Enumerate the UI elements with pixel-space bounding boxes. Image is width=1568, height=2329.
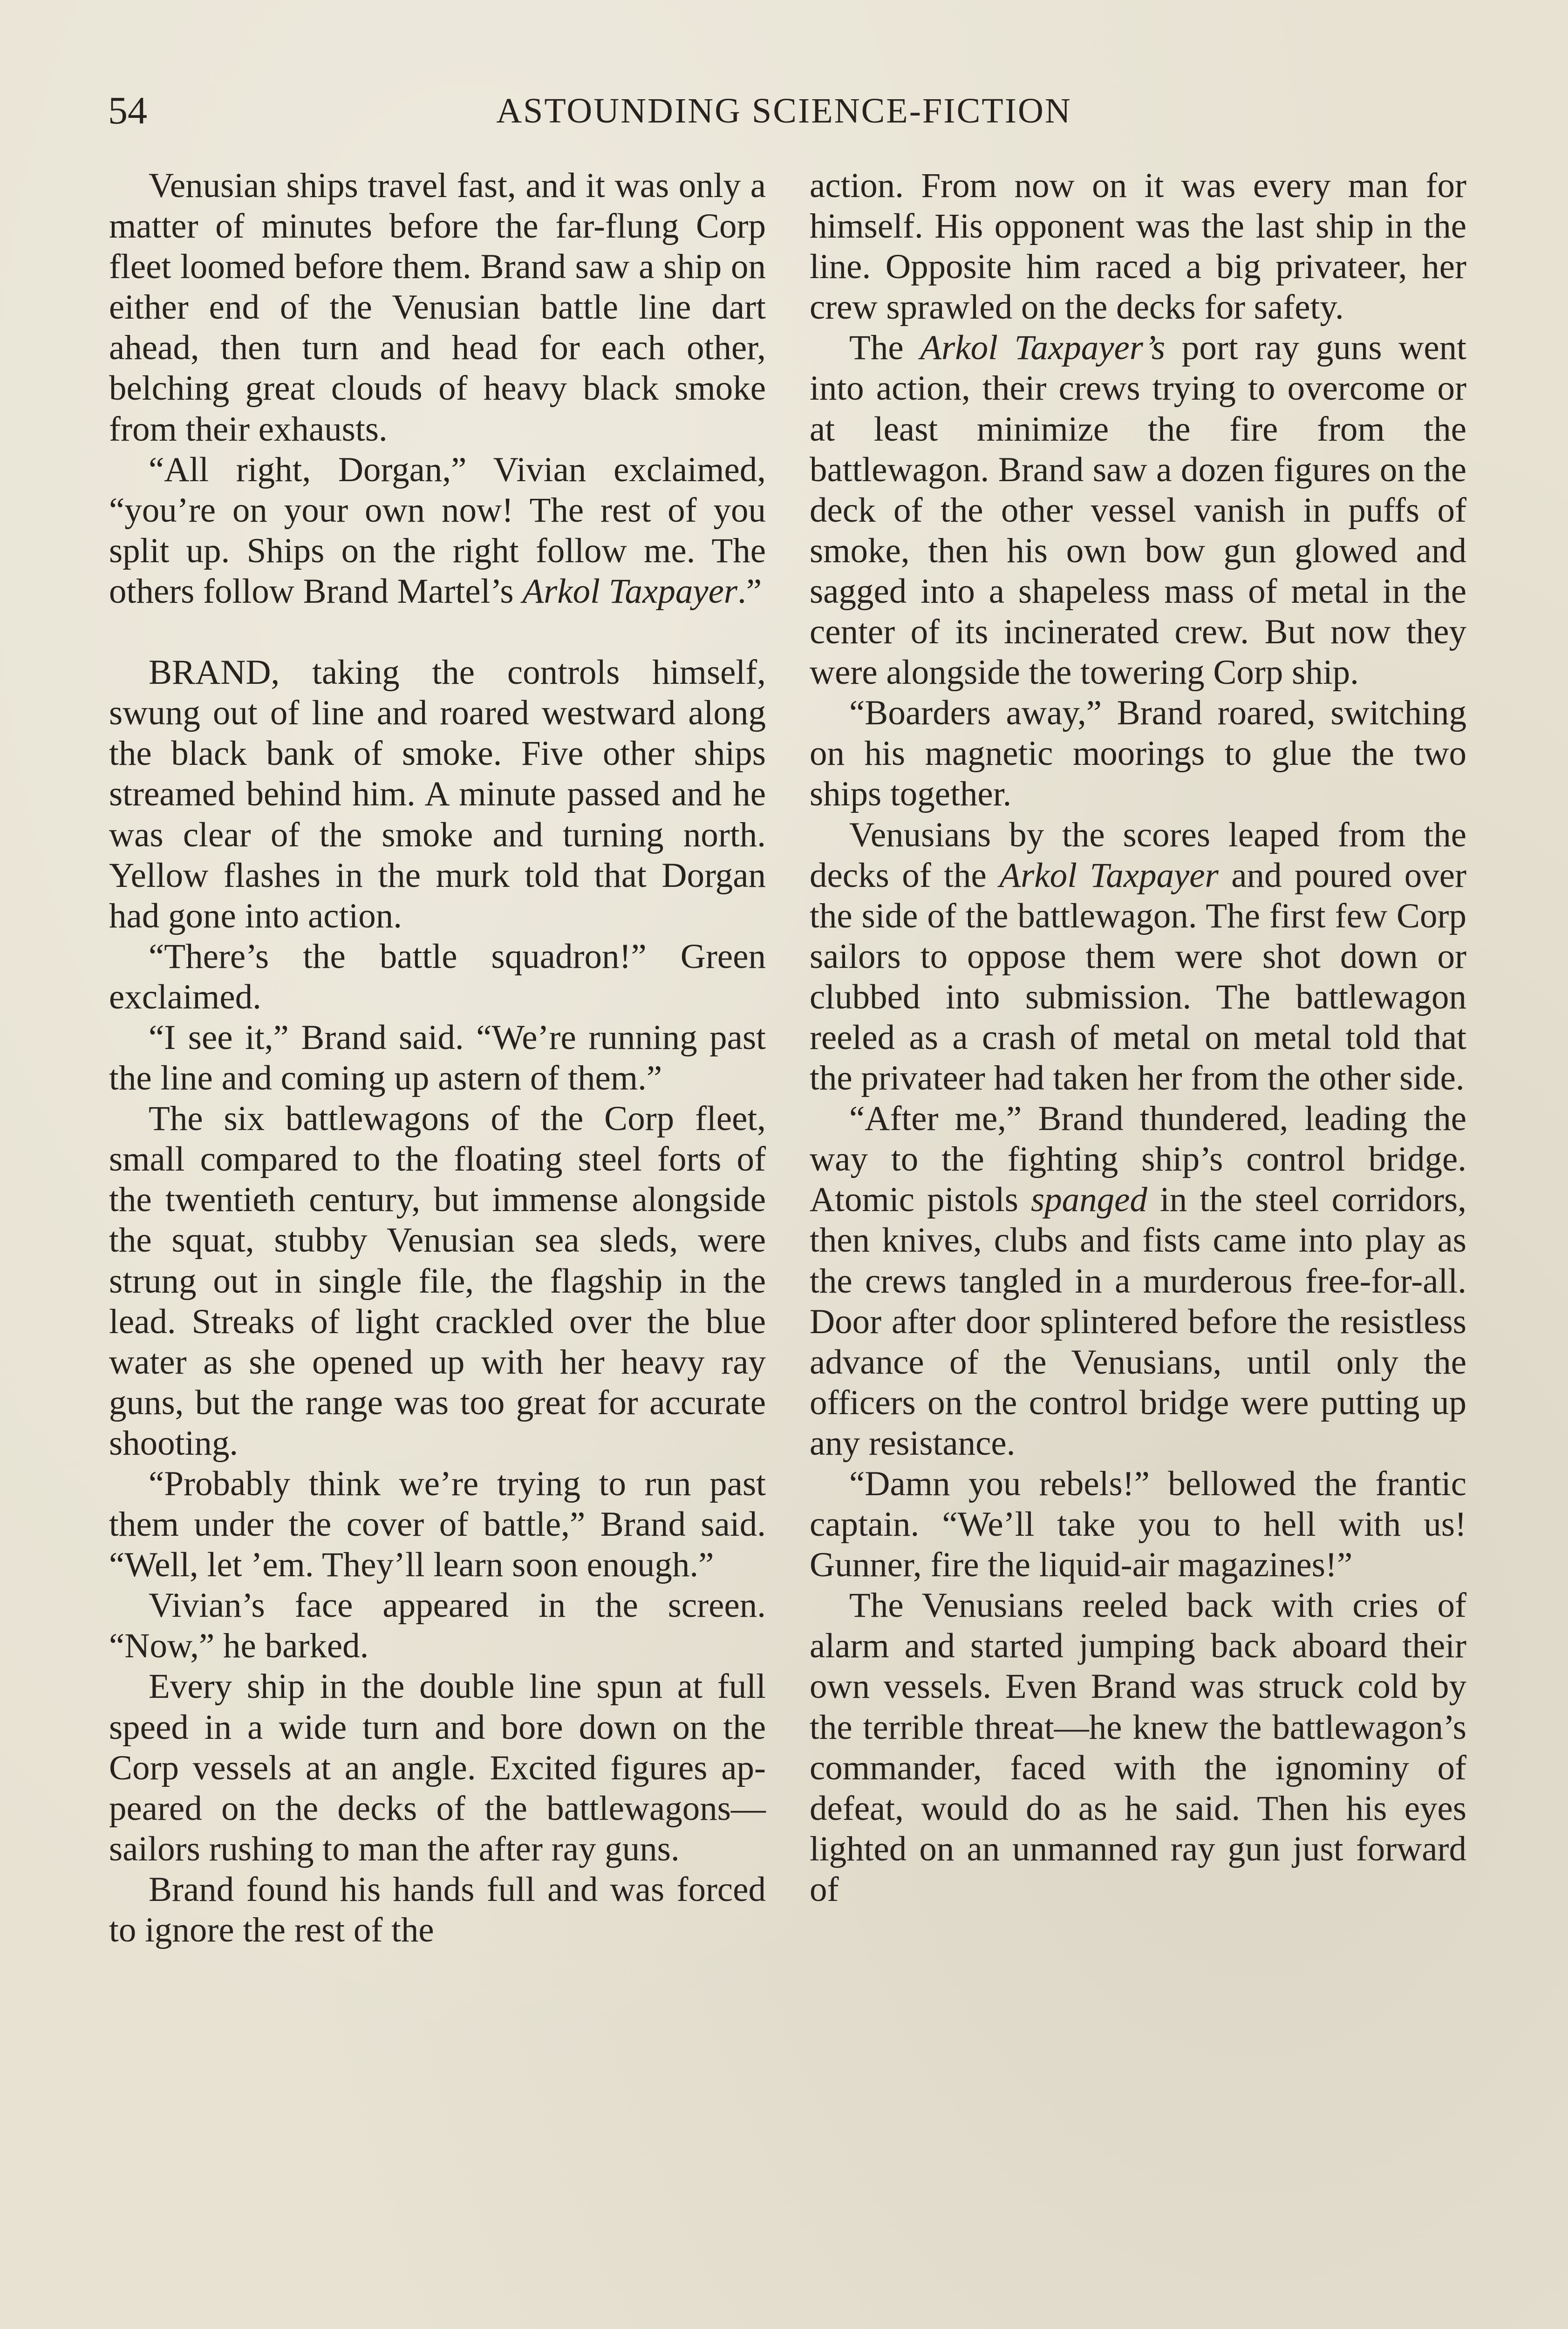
running-title: ASTOUNDING SCIENCE-FICTION — [496, 91, 1072, 130]
emphasis-word: spanged — [1030, 1180, 1147, 1219]
paragraph: “After me,” Brand thundered, leading the way to the fighting ship’s control bridge. Atomic pistols spanged in the steel corridors, then knives, clubs and fists came into play as the crews tangled in a murderous free-for-all. Door after door splintered before the resistless advance of the Venusians, until only the officers on the control bridge were putting up any resistance. — [810, 1099, 1466, 1463]
paragraph: “All right, Dorgan,” Vivian exclaimed, “you’re on your own now! The rest of you split up. Ships on the right follow me. The others follow Brand Martel’s Arkol Taxpayer.” — [109, 450, 766, 611]
ship-name: Arkol Taxpayer’s — [920, 328, 1166, 368]
paragraph: Every ship in the double line spun at full speed in a wide turn and bore down on the Corp vessels at an angle. Excited figures appeared on the decks of the battlewagons—sailors rushing to man the after ray guns. — [109, 1667, 766, 1868]
paragraph: The Arkol Taxpayer’s port ray guns went into action, their crews trying to overcome or at least minimize the fire from the battlewagon. Brand saw a dozen figures on the deck of the other vessel vanish in puffs of smoke, then his own bow gun glowed and sagged into a shapeless mass of metal in the center of its incinerated crew. But now they were alongside the towering Corp ship. — [810, 328, 1466, 692]
paragraph: “Probably think we’re trying to run past them under the cover of battle,” Brand said. “Well, let ’em. They’ll learn soon enough.” — [109, 1464, 766, 1585]
page-number: 54 — [108, 89, 147, 132]
section-break-paragraph: BRAND, taking the controls himself, swung out of line and roared westward along the black bank of smoke. Five other ships streamed behind him. A minute passed and he was clear of the smoke and turning north. Yellow flashes in the murk told that Dorgan had gone into action. — [109, 653, 766, 935]
paragraph: Venusians by the scores leaped from the decks of the Arkol Taxpayer and poured over the side of the battlewagon. The first few Corp sailors to oppose them were shot down or clubbed into submission. The battlewagon reeled as a crash of metal on metal told that the privateer had taken her from the other side. — [810, 815, 1466, 1098]
paragraph: action. From now on it was every man for himself. His opponent was the last ship in the line. Opposite him raced a big privateer, her crew sprawled on the decks for safety. — [810, 166, 1466, 327]
paragraph: “Boarders away,” Brand roared, switching on his magnetic moorings to glue the two ships together. — [810, 694, 1466, 814]
page-header — [0, 83, 1568, 139]
right-column — [810, 165, 1466, 1910]
paragraph: “There’s the battle squadron!” Green exclaimed. — [109, 937, 766, 1016]
paragraph: The six battlewagons of the Corp fleet, small compared to the floating steel forts of the twentieth century, but immense alongside the squat, stubby Venusian sea sleds, were strung out in single file, the flagship in the lead. Streaks of light crackled over the blue water as she opened up with her heavy ray guns, but the range was too great for accurate shooting. — [109, 1099, 766, 1463]
paragraph: “Damn you rebels!” bellowed the frantic captain. “We’ll take you to hell with us! Gunner, fire the liquid-air magazines!” — [810, 1464, 1466, 1585]
paragraph: Venusian ships travel fast, and it was only a matter of minutes before the far-flung Corp fleet loomed before them. Brand saw a ship on either end of the Venusian battle line dart ahead, then turn and head for each other, belching great clouds of heavy black smoke from their exhausts. — [109, 166, 766, 449]
paragraph: “I see it,” Brand said. “We’re running past the line and coming up astern of them.” — [109, 1018, 766, 1098]
ship-name: Arkol Taxpayer — [999, 856, 1219, 895]
paragraph: Vivian’s face appeared in the screen. “Now,” he barked. — [109, 1586, 766, 1666]
paragraph: Brand found his hands full and was forced to ignore the rest of the — [109, 1870, 766, 1950]
ship-name: Arkol Taxpayer — [522, 572, 738, 611]
left-column — [109, 165, 766, 1950]
paragraph: The Venusians reeled back with cries of alarm and started jumping back aboard their own vessels. Even Brand was struck cold by the terrible threat—he knew the battlewagon’s commander, faced with the ignominy of defeat, would do as he said. Then his eyes lighted on an unmanned ray gun just forward of — [810, 1586, 1466, 1909]
